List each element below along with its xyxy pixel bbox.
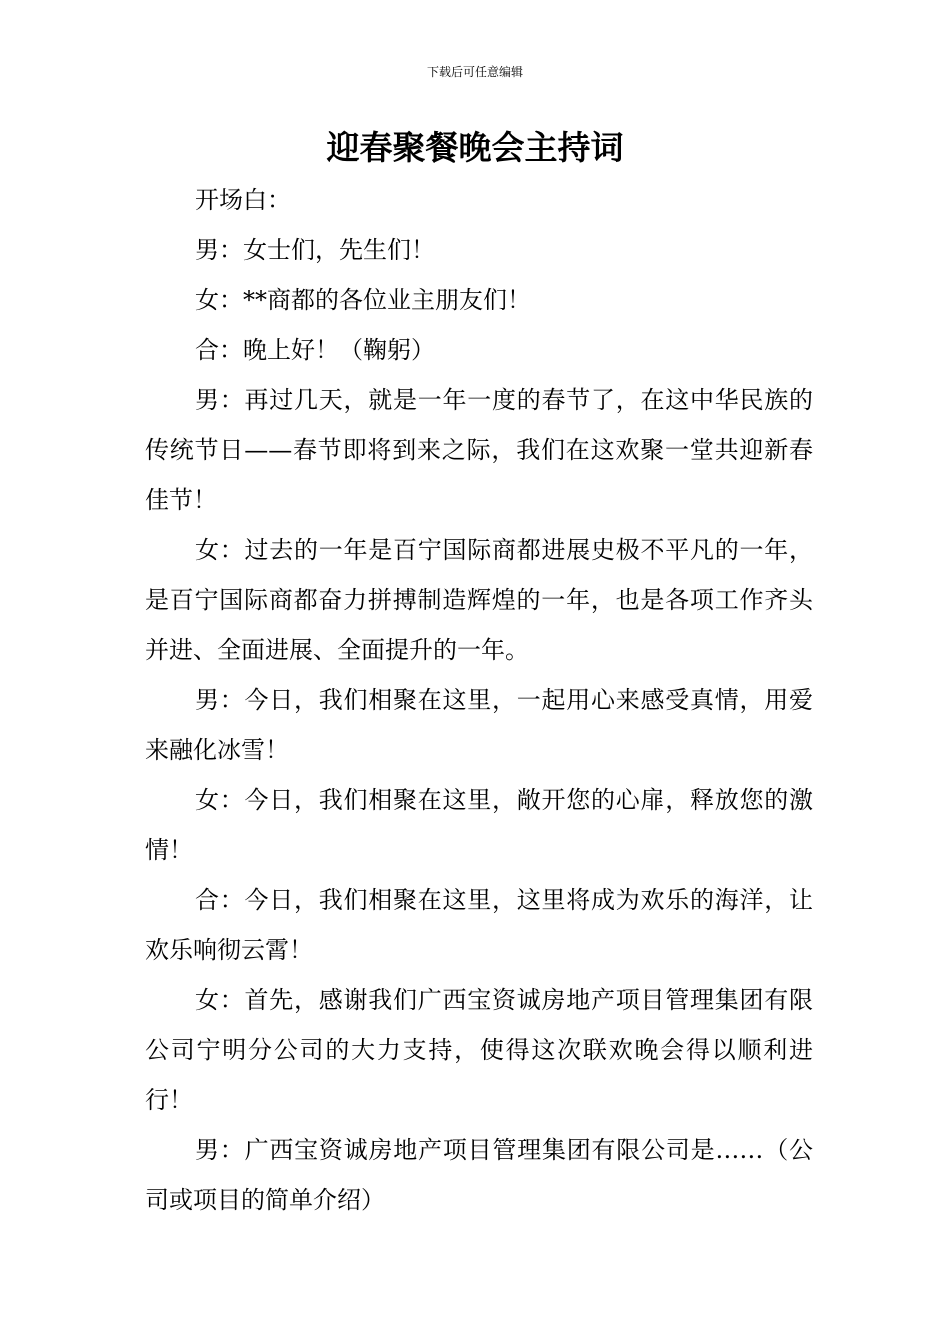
paragraph: 男：今日，我们相聚在这里，一起用心来感受真情，用爱来融化冰雪！ [145, 686, 813, 764]
paragraph: 男：女士们，先生们！ [195, 236, 435, 264]
paragraph: 女：过去的一年是百宁国际商都进展史极不平凡的一年，是百宁国际商都奋力拼搏制造辉煌的一年，也是各项工作齐头并进、全面进展、全面提升的一年。 [145, 536, 813, 664]
paragraph: 男：再过几天，就是一年一度的春节了，在这中华民族的传统节日——春节即将到来之际，我们在这欢聚一堂共迎新春佳节！ [145, 386, 813, 514]
header-note: 下载后可任意编辑 [426, 65, 523, 79]
paragraph: 合：今日，我们相聚在这里，这里将成为欢乐的海洋，让欢乐响彻云霄！ [145, 886, 813, 964]
paragraph: 合：晚上好！（鞠躬） [195, 336, 435, 364]
document-body [145, 175, 813, 1225]
paragraph: 女：首先，感谢我们广西宝资诚房地产项目管理集团有限公司宁明分公司的大力支持，使得这次联欢晚会得以顺利进行！ [145, 986, 813, 1114]
paragraph-opening: 开场白： [195, 186, 291, 214]
paragraph: 女：今日，我们相聚在这里，敞开您的心扉，释放您的激情！ [145, 786, 813, 864]
document-title: 迎春聚餐晚会主持词 [326, 128, 624, 167]
paragraph: 女：**商都的各位业主朋友们！ [195, 286, 531, 314]
paragraph: 男：广西宝资诚房地产项目管理集团有限公司是……（公司或项目的简单介绍） [145, 1136, 813, 1214]
